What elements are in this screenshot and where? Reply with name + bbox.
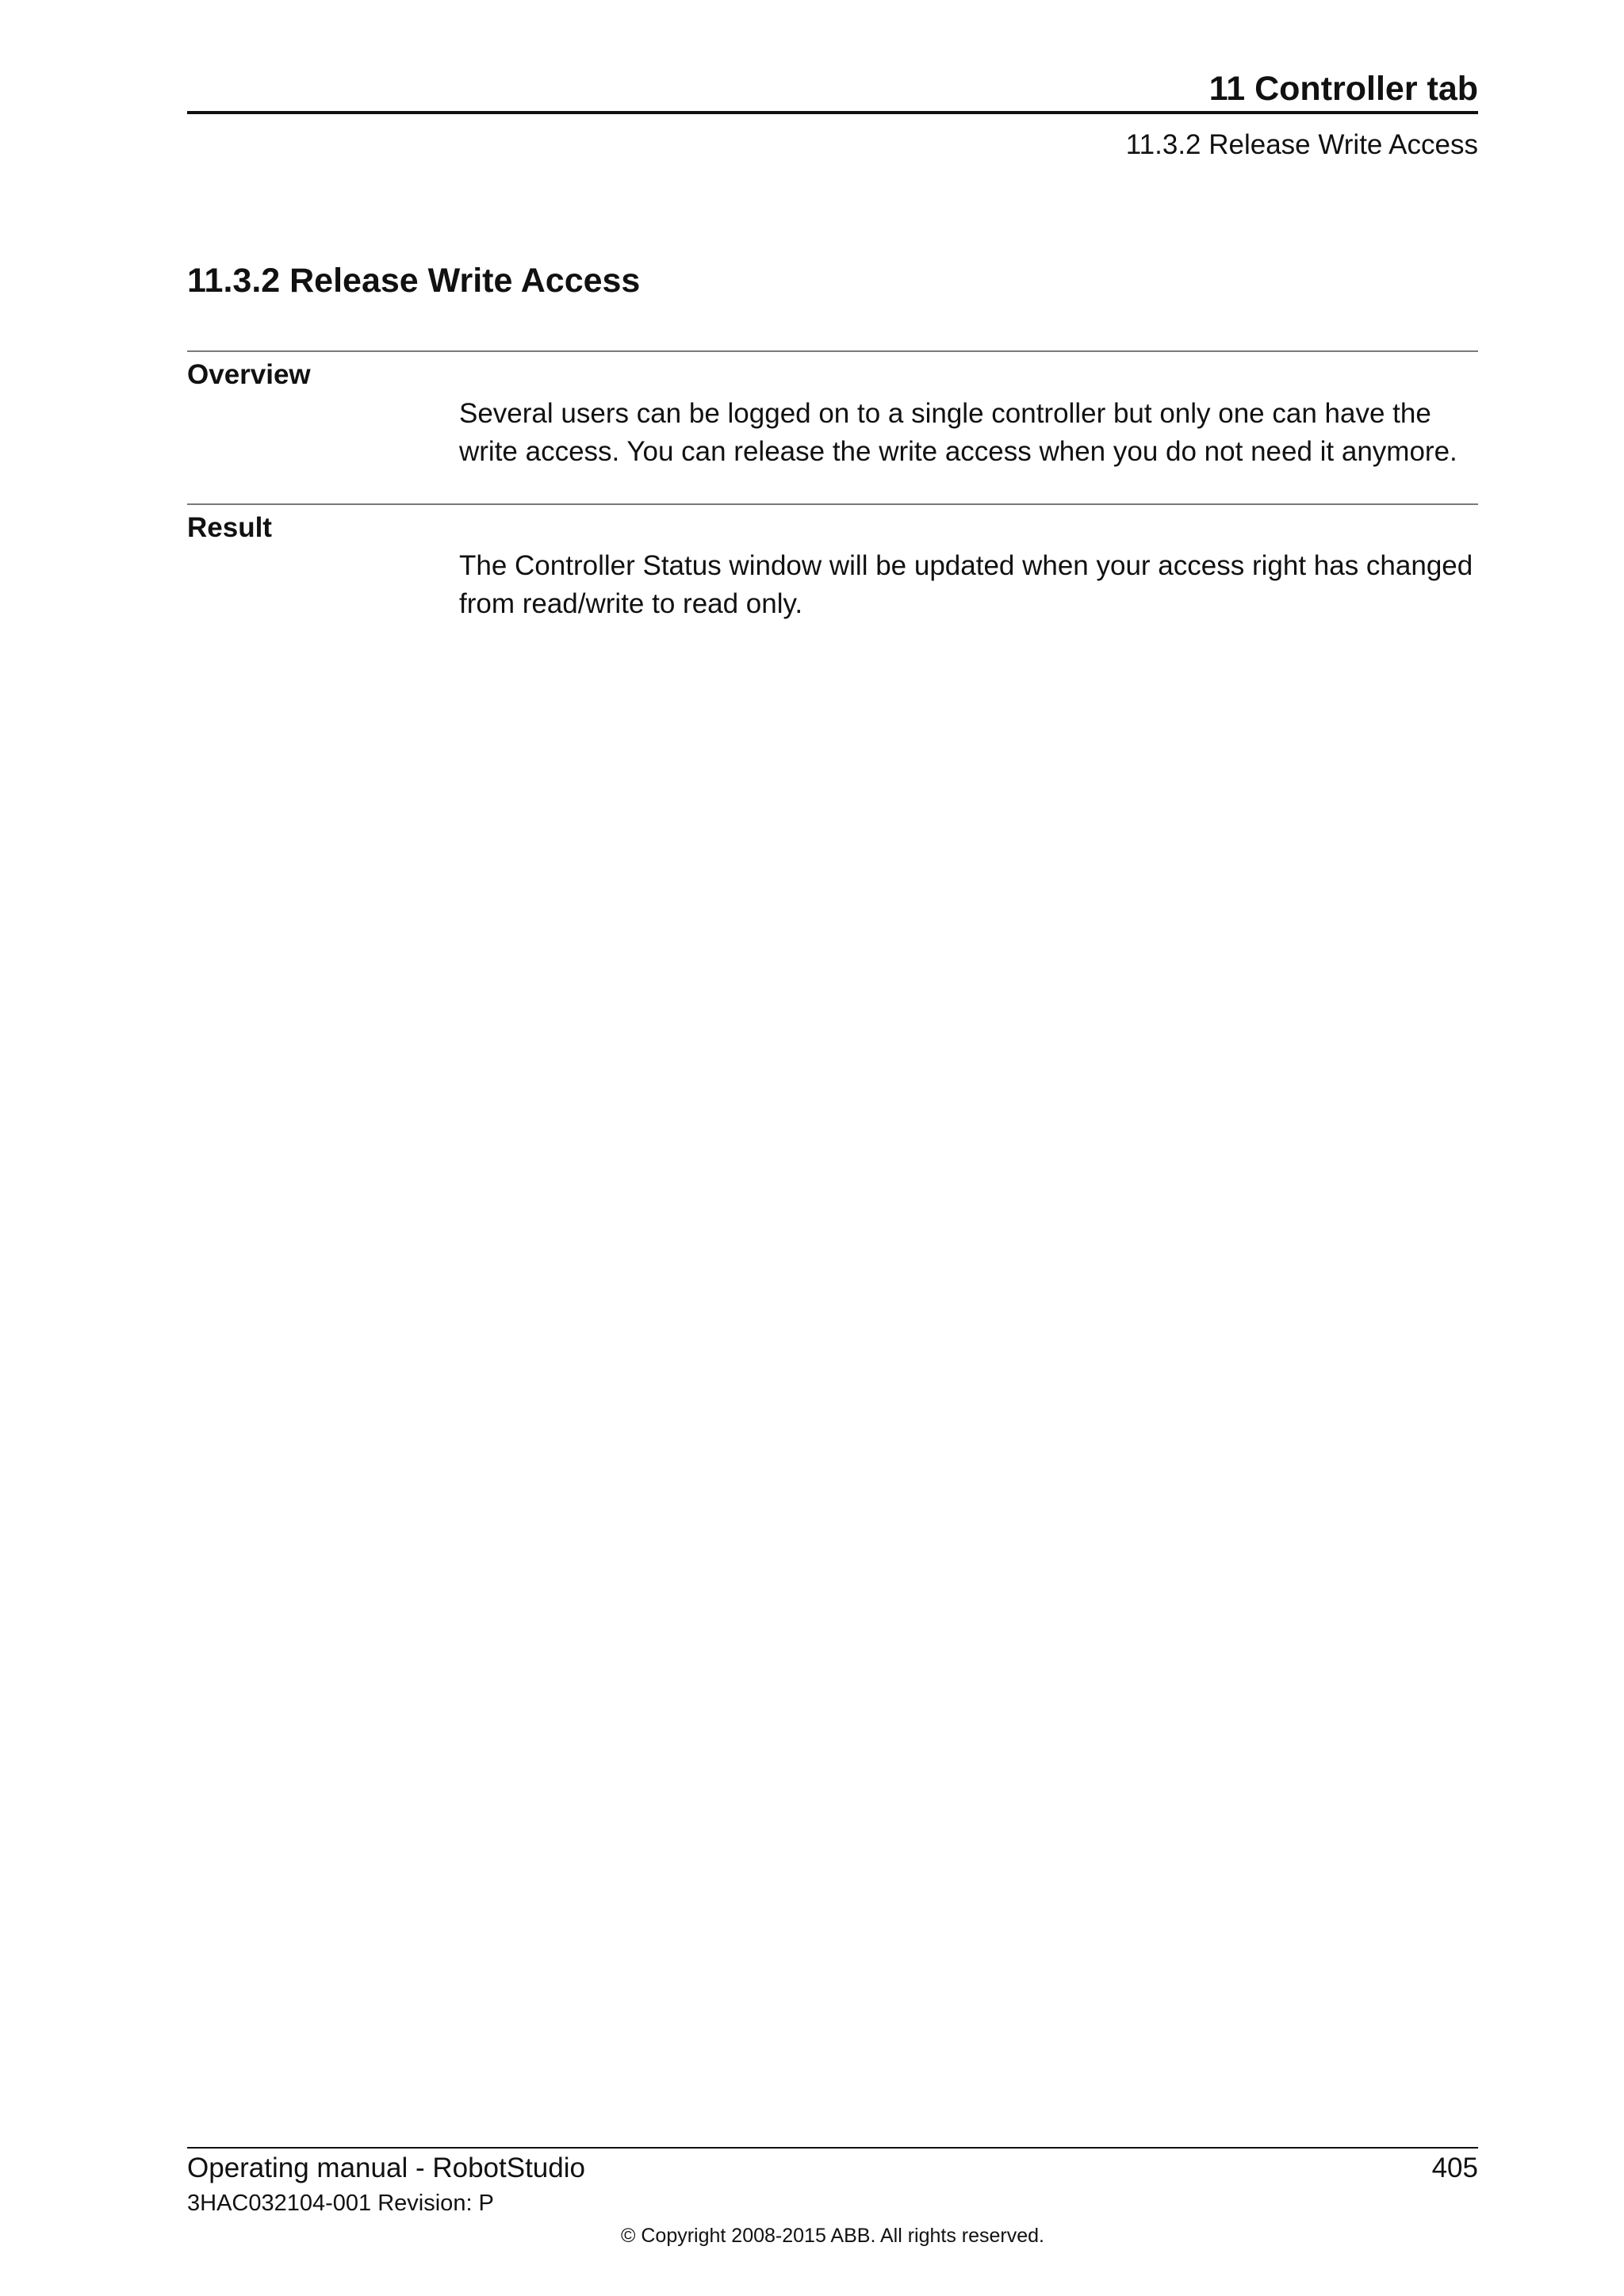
result-rule [187, 503, 1478, 505]
result-text: The Controller Status window will be updated when your access right has changed from read/write to read only. [459, 550, 1473, 619]
result-label: Result [187, 512, 272, 543]
footer-document-id: 3HAC032104-001 Revision: P [187, 2191, 494, 2216]
footer-copyright: © Copyright 2008-2015 ABB. All rights reserved. [621, 2225, 1044, 2247]
running-header-section: 11.3.2 Release Write Access [1125, 129, 1478, 160]
overview-text: Several users can be logged on to a single controller but only one can have the write access. You can release the write access when you do not need it anymore. [459, 398, 1457, 467]
section-title: 11.3.2 Release Write Access [187, 262, 641, 300]
header-rule [187, 111, 1478, 114]
overview-rule [187, 350, 1478, 352]
overview-label: Overview [187, 359, 311, 390]
footer-rule [187, 2147, 1478, 2149]
running-header-chapter: 11 Controller tab [1208, 70, 1478, 108]
footer-manual-title: Operating manual - RobotStudio [187, 2152, 585, 2183]
footer-page-number: 405 [1431, 2152, 1478, 2183]
